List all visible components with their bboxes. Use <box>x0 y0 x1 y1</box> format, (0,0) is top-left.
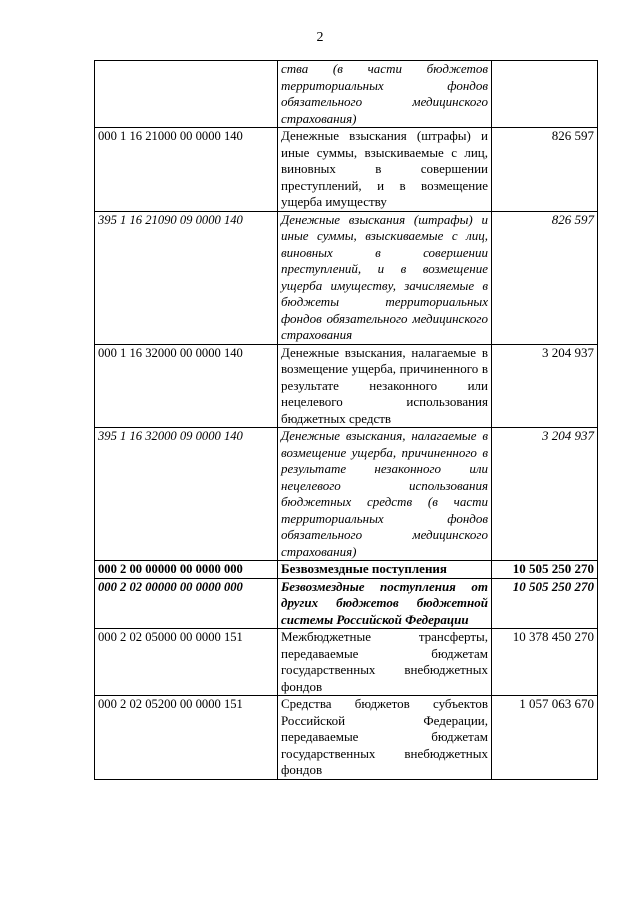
description-cell: Денежные взыскания (штрафы) и иные суммы, взыскиваемые с лиц, виновных в совершении преступлений, и в возмещение ущерба имуществу, зачисляемые в бюджеты территориальных фондов обязательного медицинского страхования <box>278 211 492 344</box>
budget-code-cell: 000 2 00 00000 00 0000 000 <box>95 561 278 579</box>
page-number: 2 <box>316 30 324 45</box>
description-cell: Денежные взыскания (штрафы) и иные суммы, взыскиваемые с лиц, виновных в совершении преступлений, и в возмещение ущерба имуществу <box>278 128 492 212</box>
table-row <box>95 578 598 629</box>
budget-code-cell: 000 1 16 32000 00 0000 140 <box>95 344 278 428</box>
description-cell: Безвозмездные поступления от других бюджетов бюджетной системы Российской Федерации <box>278 578 492 629</box>
budget-revenue-table <box>94 60 598 780</box>
table-row <box>95 561 598 579</box>
table-row <box>95 696 598 780</box>
amount-cell: 826 597 <box>492 128 598 212</box>
budget-code-cell: 395 1 16 21090 09 0000 140 <box>95 211 278 344</box>
table-row <box>95 428 598 561</box>
amount-cell: 10 505 250 270 <box>492 578 598 629</box>
table-row <box>95 61 598 128</box>
description-cell: ства (в части бюджетов территориальных фондов обязательного медицинского страхования) <box>278 61 492 128</box>
description-cell: Безвозмездные поступления <box>278 561 492 579</box>
amount-cell: 3 204 937 <box>492 428 598 561</box>
description-cell: Межбюджетные трансферты, передаваемые бюджетам государственных внебюджетных фондов <box>278 629 492 696</box>
budget-code-cell: 000 2 02 00000 00 0000 000 <box>95 578 278 629</box>
table-body <box>95 61 598 780</box>
description-cell: Средства бюджетов субъектов Российской Федерации, передаваемые бюджетам государственных внебюджетных фондов <box>278 696 492 780</box>
description-cell: Денежные взыскания, налагаемые в возмещение ущерба, причиненного в результате незаконного или нецелевого использования бюджетных средств (в части территориальных фондов обязательного медицинского страхования) <box>278 428 492 561</box>
table-row <box>95 629 598 696</box>
amount-cell: 1 057 063 670 <box>492 696 598 780</box>
budget-code-cell <box>95 61 278 128</box>
table-row <box>95 128 598 212</box>
budget-code-cell: 000 1 16 21000 00 0000 140 <box>95 128 278 212</box>
amount-cell <box>492 61 598 128</box>
amount-cell: 826 597 <box>492 211 598 344</box>
description-cell: Денежные взыскания, налагаемые в возмещение ущерба, причиненного в результате незаконного или нецелевого использования бюджетных средств <box>278 344 492 428</box>
table-row <box>95 344 598 428</box>
amount-cell: 3 204 937 <box>492 344 598 428</box>
budget-code-cell: 395 1 16 32000 09 0000 140 <box>95 428 278 561</box>
budget-code-cell: 000 2 02 05000 00 0000 151 <box>95 629 278 696</box>
amount-cell: 10 378 450 270 <box>492 629 598 696</box>
table-row <box>95 211 598 344</box>
amount-cell: 10 505 250 270 <box>492 561 598 579</box>
budget-code-cell: 000 2 02 05200 00 0000 151 <box>95 696 278 780</box>
